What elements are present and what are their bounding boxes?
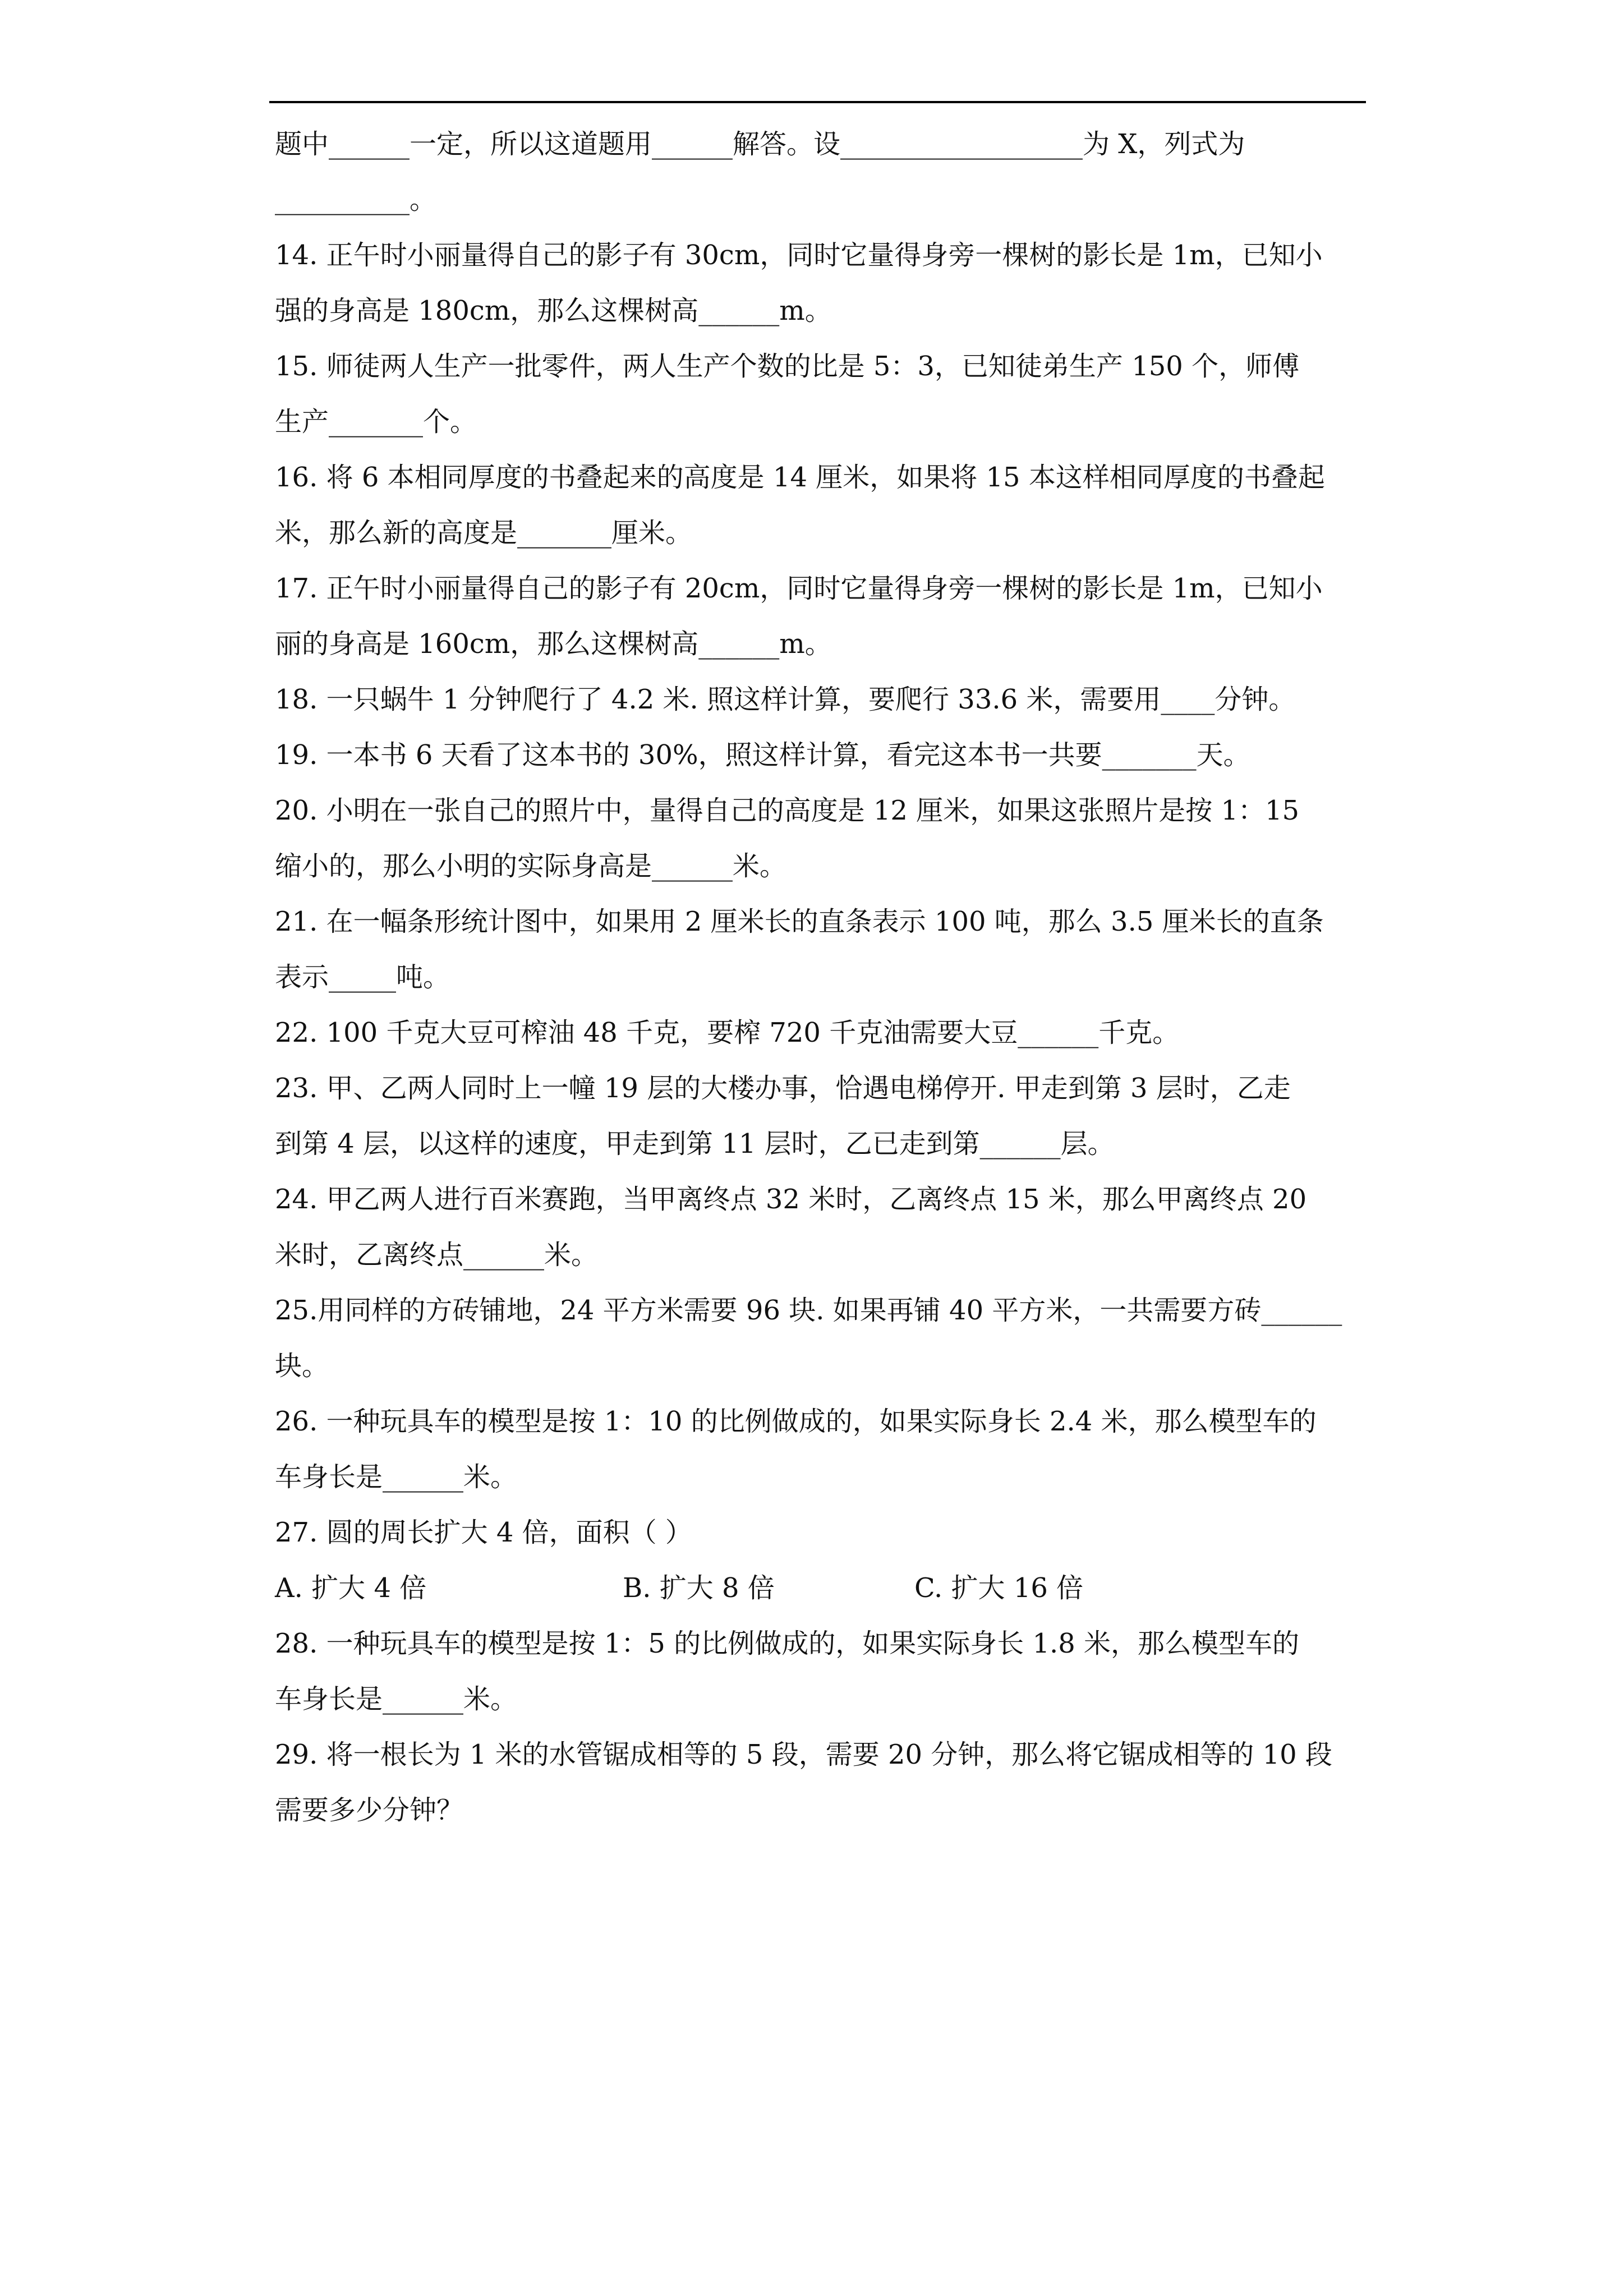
question-14-line: 强的身高是 180cm，那么这棵树高______m。 xyxy=(275,295,832,326)
question-15-line: 15. 师徒两人生产一批零件，两人生产个数的比是 5：3，已知徒弟生产 150 个，师傅 xyxy=(275,351,1300,382)
question-21-line: 21. 在一幅条形统计图中，如果用 2 厘米长的直条表示 100 吨，那么 3.5 厘米长的直条 xyxy=(275,906,1324,937)
question-22-line: 22. 100 千克大豆可榨油 48 千克，要榨 720 千克油需要大豆______千克。 xyxy=(275,1017,1180,1048)
question-24-line: 24. 甲乙两人进行百米赛跑，当甲离终点 32 米时，乙离终点 15 米，那么甲离终点 20 xyxy=(275,1184,1307,1215)
question-26-line: 26. 一种玩具车的模型是按 1：10 的比例做成的，如果实际身长 2.4 米，那么模型车的 xyxy=(275,1406,1317,1437)
question-29-line: 需要多少分钟？ xyxy=(275,1795,464,1826)
question-17-line: 17. 正午时小丽量得自己的影子有 20cm，同时它量得身旁一棵树的影长是 1m，已知小 xyxy=(275,573,1323,604)
question-25-line: 块。 xyxy=(275,1350,329,1382)
intro-line: 题中______一定，所以这道题用______解答。设__________________为 X，列式为 xyxy=(275,128,1245,160)
question-20-line: 缩小的，那么小明的实际身高是______米。 xyxy=(275,850,787,882)
question-21-line: 表示_____吨。 xyxy=(275,961,450,993)
intro-line: __________。 xyxy=(275,184,437,215)
question-24-line: 米时，乙离终点______米。 xyxy=(275,1239,599,1271)
question-28-line: 28. 一种玩具车的模型是按 1：5 的比例做成的，如果实际身长 1.8 米，那么模型车的 xyxy=(275,1628,1300,1659)
question-16-line: 米，那么新的高度是_______厘米。 xyxy=(275,517,693,549)
question-23-line: 23. 甲、乙两人同时上一幢 19 层的大楼办事，恰遇电梯停开. 甲走到第 3 层时，乙走 xyxy=(275,1073,1291,1104)
question-19-line: 19. 一本书 6 天看了这本书的 30%，照这样计算，看完这本书一共要_______天。 xyxy=(275,739,1250,771)
question-27-line: 27. 圆的周长扩大 4 倍，面积（ ） xyxy=(275,1517,692,1548)
question-23-line: 到第 4 层，以这样的速度，甲走到第 11 层时，乙已走到第______层。 xyxy=(275,1128,1115,1159)
question-15-line: 生产_______个。 xyxy=(275,406,477,438)
question-29-line: 29. 将一根长为 1 米的水管锯成相等的 5 段，需要 20 分钟，那么将它锯成相等的 10 段 xyxy=(275,1739,1332,1770)
question-25-line: 25.用同样的方砖铺地，24 平方米需要 96 块. 如果再铺 40 平方米，一共需要方砖______ xyxy=(275,1295,1342,1326)
question-14-line: 14. 正午时小丽量得自己的影子有 30cm，同时它量得身旁一棵树的影长是 1m，已知小 xyxy=(275,240,1323,271)
choice-b: B. 扩大 8 倍 xyxy=(623,1572,775,1604)
choice-c: C. 扩大 16 倍 xyxy=(914,1572,1084,1604)
question-18-line: 18. 一只蜗牛 1 分钟爬行了 4.2 米. 照这样计算，要爬行 33.6 米，需要用____分钟。 xyxy=(275,684,1296,715)
question-26-line: 车身长是______米。 xyxy=(275,1461,518,1493)
question-28-line: 车身长是______米。 xyxy=(275,1683,518,1715)
choice-a: A. 扩大 4 倍 xyxy=(275,1572,427,1604)
question-17-line: 丽的身高是 160cm，那么这棵树高______m。 xyxy=(275,628,832,660)
header-rule xyxy=(269,101,1366,103)
question-20-line: 20. 小明在一张自己的照片中，量得自己的高度是 12 厘米，如果这张照片是按 1：15 xyxy=(275,795,1300,826)
multiple-choice-options xyxy=(275,1561,1366,1616)
question-16-line: 16. 将 6 本相同厚度的书叠起来的高度是 14 厘米，如果将 15 本这样相同厚度的书叠起 xyxy=(275,462,1325,493)
worksheet-content xyxy=(275,117,1366,1838)
